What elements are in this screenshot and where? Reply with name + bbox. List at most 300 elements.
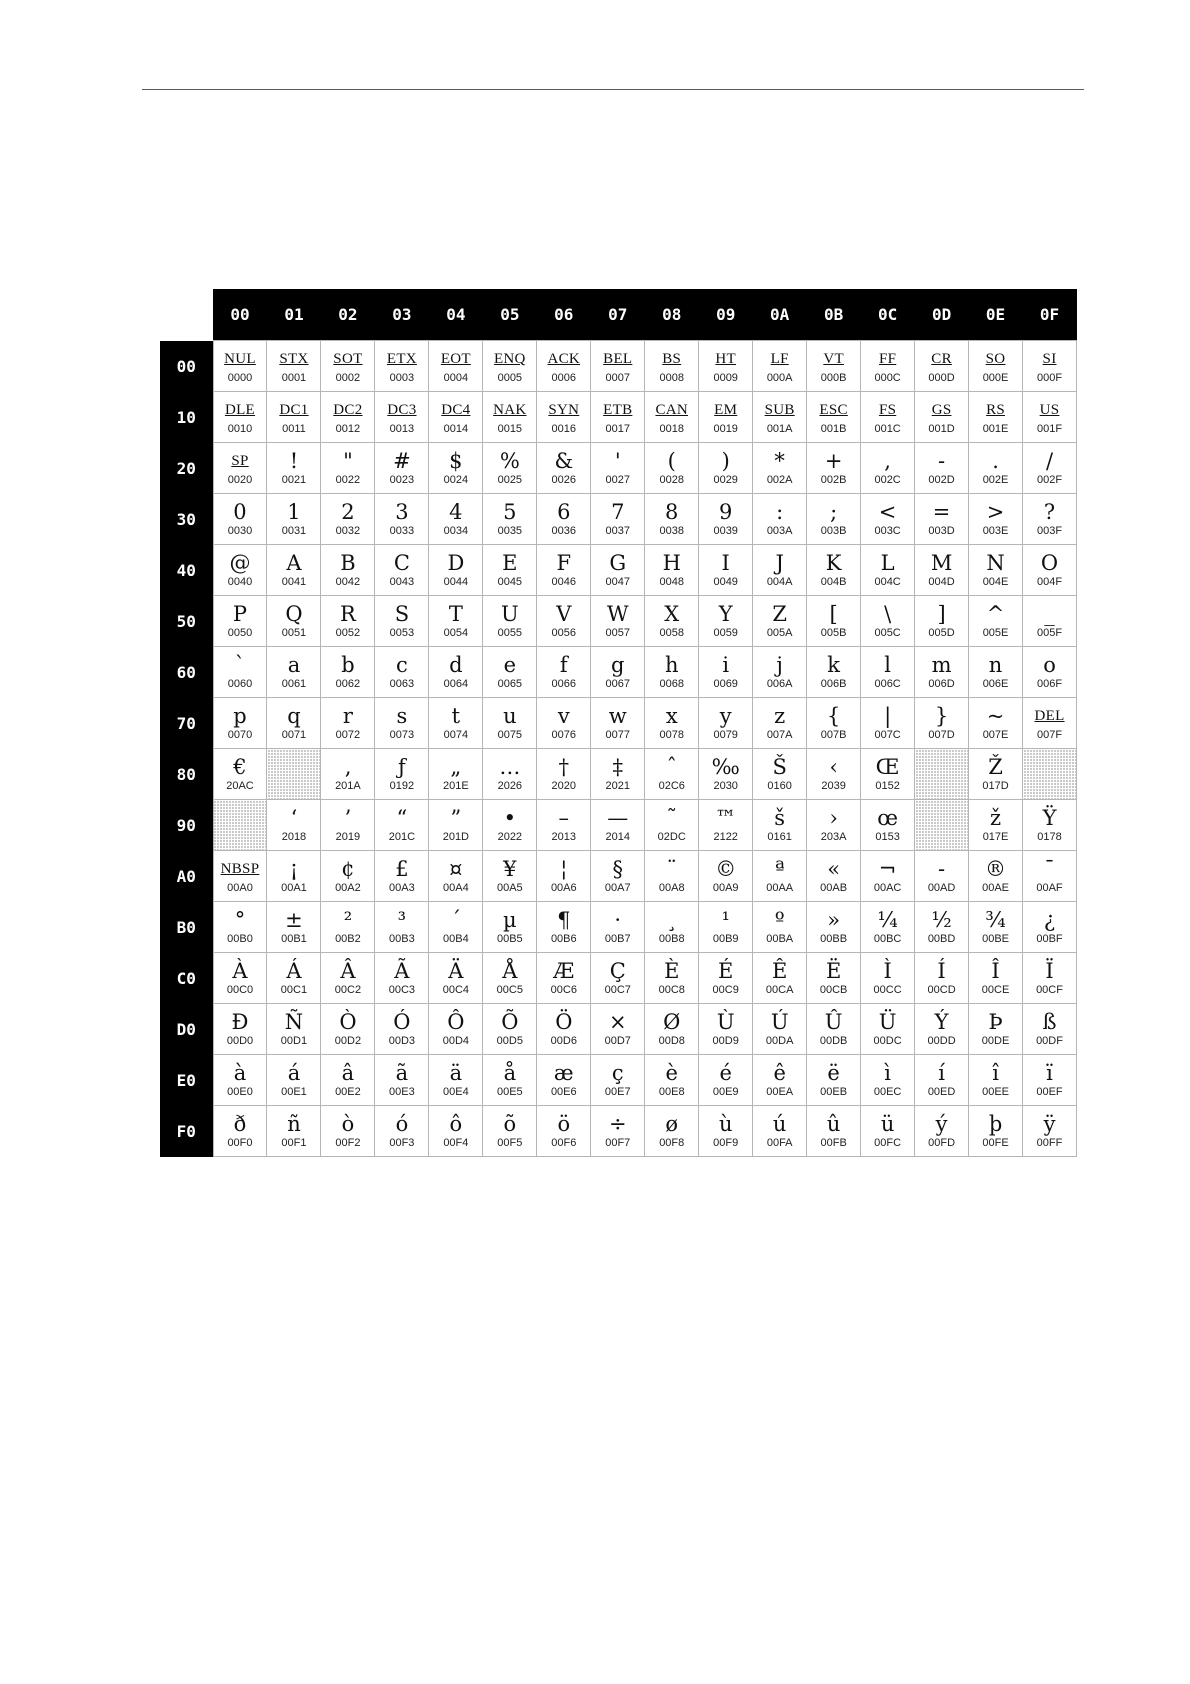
character-cell: [861, 902, 915, 953]
unicode-code-point: 2039: [821, 780, 846, 792]
character-glyph: À: [232, 959, 248, 983]
character-cell: [861, 953, 915, 1004]
character-glyph: E: [502, 551, 518, 575]
character-cell: [807, 494, 861, 545]
character-cell: [429, 698, 483, 749]
unicode-code-point: 00DB: [819, 1035, 848, 1047]
table-row: [160, 698, 1077, 749]
character-glyph: í: [938, 1061, 945, 1085]
character-glyph: Ù: [716, 1010, 735, 1034]
character-glyph: _: [1044, 602, 1055, 626]
character-glyph: †: [558, 755, 570, 779]
unicode-code-point: 2019: [335, 831, 361, 843]
character-glyph: j: [776, 653, 783, 677]
unicode-code-point: 00A7: [604, 882, 631, 894]
character-cell: [537, 443, 591, 494]
character-glyph: ë: [827, 1061, 840, 1085]
unicode-code-point: 007A: [766, 729, 793, 741]
unicode-code-point: 00E5: [496, 1086, 523, 1098]
character-glyph: ½: [931, 908, 952, 932]
unicode-code-point: 0161: [767, 831, 792, 843]
unicode-code-point: 0073: [389, 729, 415, 741]
unicode-code-point: 0019: [713, 423, 738, 435]
character-cell: [591, 1004, 645, 1055]
character-cell: [375, 1055, 429, 1106]
character-cell: [915, 647, 969, 698]
unicode-code-point: 00AB: [820, 882, 848, 894]
character-cell: [807, 392, 861, 443]
character-glyph: y: [719, 704, 732, 728]
character-cell: [699, 953, 753, 1004]
unicode-code-point: 203A: [820, 831, 847, 843]
character-cell: [1023, 647, 1077, 698]
control-code-name: BEL: [603, 351, 633, 367]
unicode-code-point: 0027: [605, 474, 630, 486]
character-cell: [267, 596, 321, 647]
unicode-code-point: 00DE: [981, 1035, 1010, 1047]
character-cell: [375, 341, 429, 392]
column-header: 0C: [861, 289, 915, 341]
row-header: 00: [160, 341, 213, 392]
character-glyph: Å: [502, 959, 518, 983]
character-cell: [645, 494, 699, 545]
character-cell: [591, 902, 645, 953]
character-glyph: Ì: [883, 959, 892, 983]
character-glyph: A: [286, 551, 302, 575]
character-glyph: þ: [988, 1112, 1003, 1136]
unicode-code-point: 006B: [820, 678, 847, 690]
character-glyph: ¢: [341, 857, 355, 881]
unicode-code-point: 0007: [605, 372, 630, 384]
character-glyph: ¤: [449, 857, 463, 881]
unicode-code-point: 003B: [820, 525, 847, 537]
character-cell: [807, 341, 861, 392]
character-cell: [483, 851, 537, 902]
character-cell: [321, 800, 375, 851]
character-glyph: ¦: [560, 857, 568, 881]
control-code-name: CAN: [655, 402, 689, 418]
unicode-code-point: 000D: [928, 372, 955, 384]
character-cell: [591, 545, 645, 596]
unicode-code-point: 017E: [982, 831, 1009, 843]
unicode-code-point: 0020: [227, 474, 253, 486]
control-code-name: ETB: [603, 402, 633, 418]
character-glyph: &: [554, 449, 574, 473]
unicode-code-point: 00B4: [443, 933, 469, 945]
character-cell: [429, 953, 483, 1004]
character-glyph: ô: [449, 1112, 463, 1136]
unicode-code-point: 0192: [389, 780, 415, 792]
unicode-code-point: 005E: [982, 627, 1009, 639]
character-glyph: f: [559, 653, 568, 677]
table-row: [160, 953, 1077, 1004]
unicode-code-point: 00F9: [713, 1137, 739, 1149]
character-cell: [321, 953, 375, 1004]
unicode-code-point: 00D1: [280, 1035, 308, 1047]
unicode-code-point: 00A3: [389, 882, 415, 894]
character-cell: [1023, 1004, 1077, 1055]
unicode-code-point: 0014: [443, 423, 469, 435]
control-code-name: FS: [878, 402, 897, 418]
character-glyph: ^: [986, 602, 1005, 626]
character-cell: [915, 341, 969, 392]
unicode-code-point: 00DC: [873, 1035, 902, 1047]
unicode-code-point: 00B6: [550, 933, 577, 945]
control-code-name: NBSP: [220, 861, 260, 877]
character-glyph: 3: [395, 500, 409, 524]
unicode-code-point: 000B: [820, 372, 847, 384]
character-glyph: 5: [503, 500, 517, 524]
character-glyph: 1: [287, 500, 301, 524]
unicode-code-point: 0010: [227, 423, 253, 435]
character-glyph: Á: [286, 959, 302, 983]
character-cell: [321, 902, 375, 953]
unicode-code-point: 0026: [551, 474, 577, 486]
unicode-code-point: 00E1: [281, 1086, 307, 1098]
unicode-code-point: 00BD: [927, 933, 956, 945]
character-glyph: ý: [935, 1112, 948, 1136]
character-cell: [321, 1055, 375, 1106]
unicode-code-point: 00F4: [443, 1137, 469, 1149]
character-glyph: ×: [608, 1010, 627, 1034]
character-cell: [213, 1106, 267, 1157]
unicode-code-point: 00EB: [820, 1086, 848, 1098]
unicode-code-point: 00F8: [659, 1137, 685, 1149]
character-cell: [375, 851, 429, 902]
control-code-name: ENQ: [493, 351, 526, 367]
table-row: [160, 596, 1077, 647]
unicode-code-point: 0022: [335, 474, 361, 486]
character-glyph: â: [341, 1061, 355, 1085]
unicode-code-point: 0037: [605, 525, 630, 537]
unicode-code-point: 00C5: [496, 984, 523, 996]
character-glyph: (: [667, 449, 676, 473]
character-cell: [375, 800, 429, 851]
unicode-code-point: 001F: [1036, 423, 1063, 435]
unicode-code-point: 002C: [874, 474, 901, 486]
unicode-code-point: 00C4: [442, 984, 469, 996]
character-glyph: 8: [665, 500, 679, 524]
character-cell: [267, 698, 321, 749]
column-header-row: [160, 289, 1077, 341]
character-cell: [861, 749, 915, 800]
unicode-code-point: 00EC: [873, 1086, 902, 1098]
unicode-code-point: 00A0: [227, 882, 253, 894]
character-cell: [213, 1004, 267, 1055]
unicode-code-point: 00CE: [981, 984, 1010, 996]
character-cell: [861, 1055, 915, 1106]
character-cell: [537, 953, 591, 1004]
control-code-name: ETX: [386, 351, 417, 367]
row-header: 60: [160, 647, 213, 698]
character-glyph: Ã: [394, 959, 410, 983]
character-cell: [591, 443, 645, 494]
unicode-code-point: 0047: [605, 576, 630, 588]
unicode-code-point: 0053: [389, 627, 415, 639]
character-glyph: »: [827, 908, 841, 932]
unicode-code-point: 0005: [497, 372, 523, 384]
table-body: [160, 341, 1077, 1157]
control-code-name: RS: [986, 402, 1006, 418]
unicode-code-point: 02C6: [658, 780, 685, 792]
character-cell: [753, 596, 807, 647]
unicode-code-point: 00E0: [227, 1086, 253, 1098]
unicode-code-point: 000E: [982, 372, 1009, 384]
character-glyph: 2: [341, 500, 355, 524]
unicode-code-point: 003D: [928, 525, 955, 537]
unicode-code-point: 0059: [713, 627, 738, 639]
character-cell: [321, 1004, 375, 1055]
column-header: 07: [591, 289, 645, 341]
unicode-code-point: 005C: [874, 627, 901, 639]
unicode-code-point: 201D: [442, 831, 469, 843]
character-cell: [267, 1055, 321, 1106]
character-cell: [1023, 953, 1077, 1004]
character-cell: [861, 596, 915, 647]
character-cell: [645, 902, 699, 953]
unicode-code-point: 0061: [281, 678, 307, 690]
unicode-code-point: 0003: [389, 372, 415, 384]
character-cell: [429, 902, 483, 953]
character-cell: [213, 1055, 267, 1106]
control-code-name: SI: [1042, 351, 1057, 367]
unicode-code-point: 0032: [335, 525, 361, 537]
unicode-code-point: 00D6: [550, 1035, 577, 1047]
unicode-code-point: 0009: [713, 372, 738, 384]
character-cell: [807, 1004, 861, 1055]
character-glyph: ]: [937, 602, 946, 626]
table-row: [160, 647, 1077, 698]
unicode-code-point: 0049: [713, 576, 738, 588]
unicode-code-point: 00A8: [658, 882, 685, 894]
unicode-code-point: 00BE: [982, 933, 1009, 945]
character-cell: [807, 800, 861, 851]
character-cell: [375, 443, 429, 494]
character-cell: [321, 545, 375, 596]
character-cell: [591, 1106, 645, 1157]
character-cell: [753, 392, 807, 443]
character-glyph: ¡: [289, 857, 299, 881]
character-cell: [645, 647, 699, 698]
character-cell: [429, 545, 483, 596]
character-glyph: d: [449, 653, 463, 677]
character-cell: [537, 1055, 591, 1106]
character-cell: [753, 647, 807, 698]
character-cell: [753, 851, 807, 902]
table-row: [160, 341, 1077, 392]
character-glyph: +: [824, 449, 843, 473]
character-cell: [699, 800, 753, 851]
unicode-code-point: 0076: [551, 729, 577, 741]
character-glyph: æ: [553, 1061, 574, 1085]
character-glyph: k: [827, 653, 840, 677]
character-glyph: ã: [395, 1061, 409, 1085]
character-cell: [429, 647, 483, 698]
unicode-code-point: 0028: [659, 474, 684, 486]
unicode-code-point: 0017: [605, 423, 630, 435]
unicode-code-point: 20AC: [226, 780, 254, 792]
row-header: A0: [160, 851, 213, 902]
character-cell: [267, 851, 321, 902]
character-cell: [321, 596, 375, 647]
character-cell: [915, 851, 969, 902]
unicode-code-point: 001E: [982, 423, 1009, 435]
character-cell: [861, 851, 915, 902]
character-cell: [753, 1106, 807, 1157]
character-cell: [699, 494, 753, 545]
control-code-name: EOT: [440, 351, 471, 367]
unicode-code-point: 00DD: [927, 1035, 956, 1047]
character-cell: [213, 749, 267, 800]
unicode-code-point: 003F: [1036, 525, 1063, 537]
character-cell: [537, 392, 591, 443]
character-glyph: ç: [611, 1061, 624, 1085]
character-cell: [483, 443, 537, 494]
unicode-code-point: 00D0: [226, 1035, 254, 1047]
unicode-code-point: 0064: [443, 678, 469, 690]
character-glyph: {: [826, 704, 841, 728]
character-glyph: Ú: [770, 1010, 789, 1034]
character-cell: [429, 749, 483, 800]
character-cell: [753, 698, 807, 749]
character-cell: [537, 800, 591, 851]
control-code-name: SO: [985, 351, 1006, 367]
character-cell: [321, 494, 375, 545]
character-glyph: §: [612, 857, 624, 881]
unicode-code-point: 00F0: [227, 1137, 253, 1149]
character-glyph: Ó: [393, 1010, 411, 1034]
character-cell: [591, 800, 645, 851]
unicode-code-point: 00EA: [766, 1086, 794, 1098]
character-cell: [213, 698, 267, 749]
character-glyph: ä: [449, 1061, 463, 1085]
character-glyph: °: [234, 908, 246, 932]
character-cell: [483, 341, 537, 392]
unicode-code-point: 0011: [282, 423, 306, 435]
character-glyph: Í: [937, 959, 946, 983]
unicode-code-point: 00A2: [335, 882, 361, 894]
unicode-code-point: 00DF: [1036, 1035, 1063, 1047]
character-cell: [483, 596, 537, 647]
character-cell: [591, 392, 645, 443]
character-cell: [807, 596, 861, 647]
character-cell: [753, 1004, 807, 1055]
control-code-name: US: [1039, 402, 1060, 418]
character-glyph: G: [609, 551, 627, 575]
character-cell: [861, 392, 915, 443]
undefined-cell: [213, 800, 267, 851]
character-glyph: ò: [341, 1112, 355, 1136]
character-cell: [645, 851, 699, 902]
row-header: 90: [160, 800, 213, 851]
character-glyph: ©: [715, 857, 737, 881]
unicode-code-point: 0044: [443, 576, 469, 588]
unicode-code-point: 0046: [551, 576, 577, 588]
character-cell: [321, 392, 375, 443]
character-cell: [483, 800, 537, 851]
unicode-code-point: 00E9: [712, 1086, 739, 1098]
character-glyph: ï: [1046, 1061, 1053, 1085]
character-glyph: Y: [718, 602, 733, 626]
character-glyph: £: [395, 857, 409, 881]
character-cell: [645, 545, 699, 596]
character-cell: [807, 698, 861, 749]
character-glyph: —: [607, 806, 629, 830]
character-cell: [267, 953, 321, 1004]
character-cell: [645, 392, 699, 443]
character-glyph: à: [233, 1061, 247, 1085]
character-cell: [699, 647, 753, 698]
character-cell: [267, 647, 321, 698]
character-glyph: >: [986, 500, 1005, 524]
character-glyph: ‚: [344, 755, 352, 779]
unicode-code-point: 201A: [335, 780, 361, 792]
character-code-table: [160, 289, 1077, 1151]
control-code-name: EM: [714, 402, 738, 418]
unicode-code-point: 00C2: [334, 984, 362, 996]
character-glyph: C: [393, 551, 410, 575]
unicode-code-point: 00B2: [335, 933, 361, 945]
unicode-code-point: 00B0: [227, 933, 253, 945]
unicode-code-point: 0054: [443, 627, 469, 639]
character-cell: [969, 1106, 1023, 1157]
row-header: B0: [160, 902, 213, 953]
unicode-code-point: 005A: [766, 627, 793, 639]
character-glyph: v: [557, 704, 570, 728]
character-cell: [375, 698, 429, 749]
character-glyph: ?: [1043, 500, 1056, 524]
character-glyph: º: [774, 908, 785, 932]
table-row: [160, 494, 1077, 545]
character-cell: [213, 596, 267, 647]
column-header: 01: [267, 289, 321, 341]
table-row: [160, 800, 1077, 851]
character-glyph: ž: [990, 806, 1002, 830]
unicode-code-point: 0075: [497, 729, 523, 741]
character-cell: [591, 494, 645, 545]
control-code-name: FF: [878, 351, 897, 367]
character-glyph: Ø: [663, 1010, 681, 1034]
character-glyph: V: [556, 602, 572, 626]
unicode-code-point: 2013: [551, 831, 577, 843]
character-cell: [483, 647, 537, 698]
character-glyph: ¥: [503, 857, 517, 881]
unicode-code-point: 007F: [1036, 729, 1063, 741]
column-header: 0B: [807, 289, 861, 341]
character-cell: [645, 953, 699, 1004]
character-glyph: Q: [285, 602, 303, 626]
unicode-code-point: 0152: [875, 780, 900, 792]
unicode-code-point: 2014: [605, 831, 630, 843]
character-cell: [699, 902, 753, 953]
character-cell: [267, 443, 321, 494]
character-glyph: ¾: [985, 908, 1006, 932]
character-glyph: I: [721, 551, 730, 575]
character-cell: [1023, 341, 1077, 392]
character-glyph: -: [938, 449, 946, 473]
column-header: 0A: [753, 289, 807, 341]
unicode-code-point: 0000: [227, 372, 253, 384]
unicode-code-point: 00FF: [1036, 1137, 1063, 1149]
character-glyph: a: [287, 653, 301, 677]
character-glyph: É: [718, 959, 734, 983]
row-header: E0: [160, 1055, 213, 1106]
character-cell: [429, 443, 483, 494]
character-cell: [213, 851, 267, 902]
character-cell: [807, 443, 861, 494]
character-cell: [375, 1004, 429, 1055]
unicode-code-point: 006C: [874, 678, 901, 690]
